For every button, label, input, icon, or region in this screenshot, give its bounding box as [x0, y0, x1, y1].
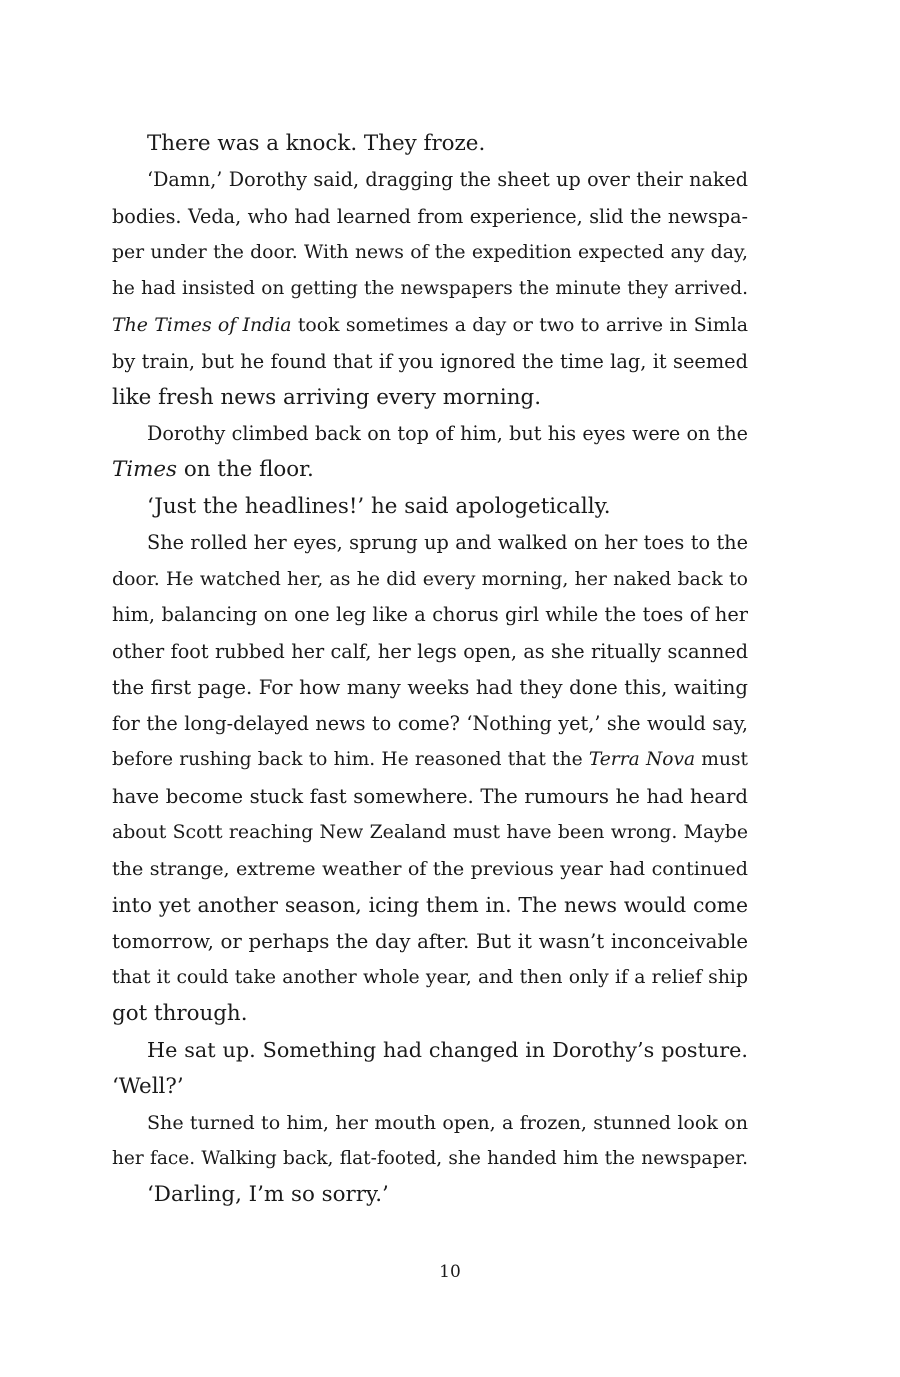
italic-ship-name: Terra Nova	[588, 749, 696, 771]
text-line: got through.	[112, 1001, 248, 1026]
text-line: he had insisted on getting the newspapers the minute they arrived.	[112, 278, 748, 299]
text-line: ‘Just the headlines!’ he said apologetically.	[147, 493, 611, 519]
text-line: by train, but he found that if you ignored the time lag, it seemed	[112, 349, 748, 373]
text-line: her face. Walking back, flat-footed, she handed him the newspaper.	[112, 1148, 748, 1169]
text-line: ‘Darling, I’m so sorry.’	[147, 1182, 389, 1208]
text-line: Dorothy climbed back on top of him, but his eyes were on the	[147, 422, 748, 445]
text-line: other foot rubbed her calf, her legs open, as she ritually scanned	[112, 639, 748, 663]
text-line: about Scott reaching New Zealand must have been wrong. Maybe	[112, 821, 748, 843]
text-line: before rushing back to him. He reasoned that the Terra Nova must	[112, 749, 748, 771]
text-line: The Times of India took sometimes a day or two to arrive in Simla	[112, 314, 748, 337]
italic-title: The Times of India	[112, 314, 292, 337]
body-text	[112, 126, 748, 1214]
text-line: She rolled her eyes, sprung up and walked on her toes to the	[147, 530, 748, 554]
text-line: There was a knock. They froze.	[147, 131, 486, 156]
text-line: into yet another season, icing them in. The news would come	[112, 893, 748, 918]
text-line: bodies. Veda, who had learned from experience, slid the newspa-	[112, 204, 748, 228]
text-line: for the long-delayed news to come? ‘Nothing yet,’ she would say,	[112, 712, 748, 735]
text-line: like fresh news arriving every morning.	[112, 384, 542, 410]
text-line: He sat up. Something had changed in Dorothy’s posture.	[147, 1038, 748, 1063]
text-line: him, balancing on one leg like a chorus girl while the toes of her	[112, 603, 748, 627]
text-line: that it could take another whole year, and then only if a relief ship	[112, 966, 748, 988]
text-line: tomorrow, or perhaps the day after. But it wasn’t inconceivable	[112, 929, 748, 953]
text-line: have become stuck fast somewhere. The rumours he had heard	[112, 784, 748, 808]
page-number: 10	[439, 1262, 461, 1282]
text-line: per under the door. With news of the expedition expected any day,	[112, 241, 748, 263]
text-line: ‘Well?’	[112, 1073, 184, 1099]
italic-title: Times	[112, 457, 178, 483]
text-line: the first page. For how many weeks had they done this, waiting	[112, 675, 748, 699]
text-line: the strange, extreme weather of the previous year had continued	[112, 857, 748, 880]
text-line: ‘Damn,’ Dorothy said, dragging the sheet up over their naked	[147, 168, 748, 192]
text-line: Times on the floor.	[112, 457, 314, 483]
text-line: She turned to him, her mouth open, a frozen, stunned look on	[147, 1111, 748, 1134]
text-line: door. He watched her, as he did every morning, her naked back to	[112, 568, 748, 590]
